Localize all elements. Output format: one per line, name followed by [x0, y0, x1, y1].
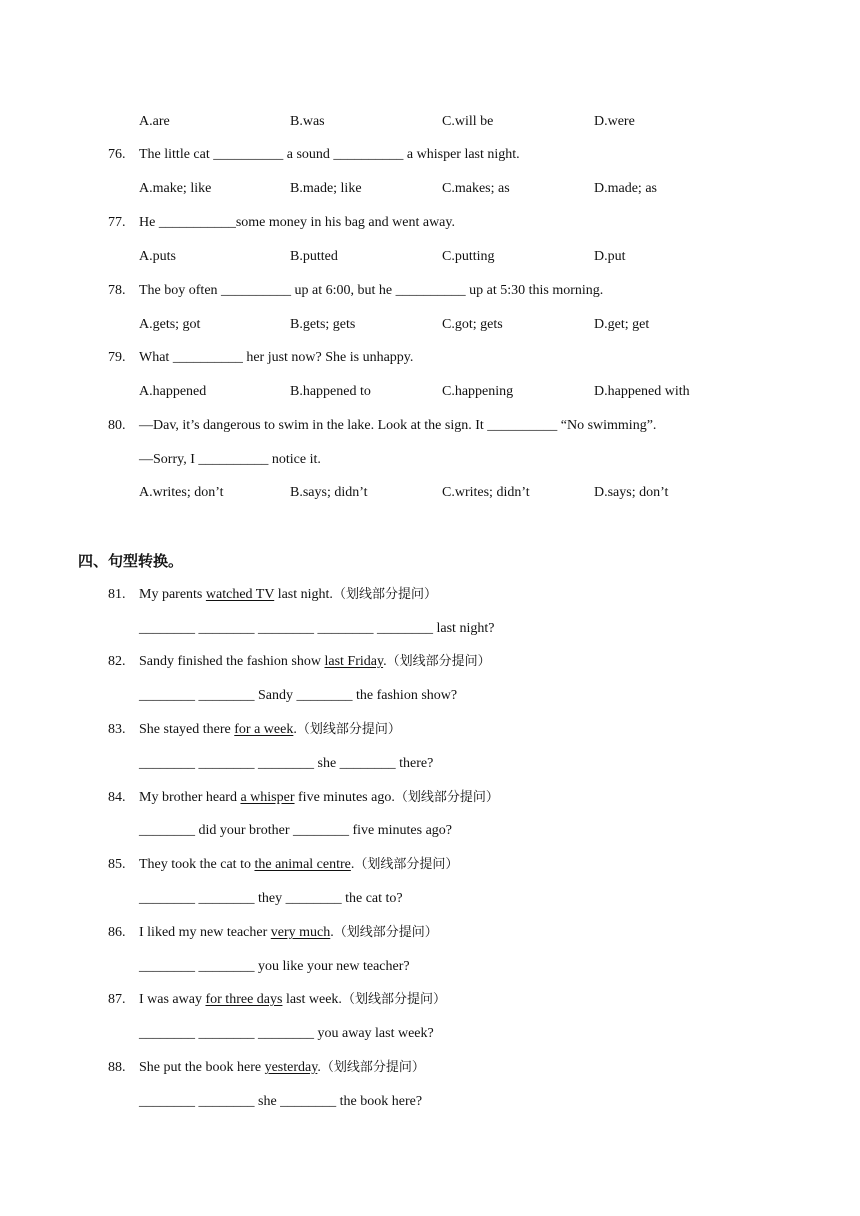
- q77-option-c[interactable]: C.putting: [442, 249, 495, 264]
- q88-stem: She put the book here yesterday.（划线部分提问）: [139, 1060, 425, 1075]
- section-title: 四、句型转换。: [78, 552, 184, 570]
- q82-answer-blanks[interactable]: ________ ________ Sandy ________ the fashion show?: [139, 688, 458, 703]
- q78-number: 78.: [108, 283, 126, 298]
- q81-hint: （划线部分提问）: [332, 587, 437, 602]
- q76-option-d[interactable]: D.made; as: [594, 181, 657, 196]
- q88-underlined: yesterday: [264, 1060, 318, 1075]
- q77-stem: He ___________some money in his bag and went away.: [139, 215, 455, 230]
- q76-option-b[interactable]: B.made; like: [290, 181, 362, 196]
- q79-number: 79.: [108, 350, 126, 365]
- q80-number: 80.: [108, 418, 126, 433]
- q80-option-d[interactable]: D.says; don’t: [594, 485, 669, 500]
- q84-underlined: a whisper: [240, 790, 295, 805]
- q79-option-c[interactable]: C.happening: [442, 384, 514, 399]
- q83-answer-blanks[interactable]: ________ ________ ________ she ________ there?: [139, 756, 434, 771]
- q87-number: 87.: [108, 992, 126, 1007]
- q75-option-d[interactable]: D.were: [594, 114, 635, 129]
- q80-stem-reply: —Sorry, I __________ notice it.: [139, 452, 321, 467]
- q76-number: 76.: [108, 147, 126, 162]
- q77-option-d[interactable]: D.put: [594, 249, 626, 264]
- q75-option-a[interactable]: A.are: [139, 114, 170, 129]
- q84-hint: （划线部分提问）: [394, 790, 499, 805]
- q80-stem: —Dav, it’s dangerous to swim in the lake. Look at the sign. It __________ “No swimming”.: [139, 418, 657, 433]
- q79-stem: What __________ her just now? She is unhappy.: [139, 350, 414, 365]
- q87-answer-blanks[interactable]: ________ ________ ________ you away last week?: [139, 1026, 434, 1041]
- q86-hint: （划线部分提问）: [333, 925, 438, 940]
- q82-underlined: last Friday: [324, 654, 384, 669]
- q86-underlined: very much: [270, 925, 331, 940]
- q83-underlined: for a week: [234, 722, 294, 737]
- q81-stem: My parents watched TV last night.（划线部分提问）: [139, 587, 437, 602]
- q86-answer-blanks[interactable]: ________ ________ you like your new teacher?: [139, 959, 410, 974]
- q88-answer-blanks[interactable]: ________ ________ she ________ the book here?: [139, 1094, 423, 1109]
- q75-option-b[interactable]: B.was: [290, 114, 325, 129]
- q78-option-b[interactable]: B.gets; gets: [290, 317, 356, 332]
- q82-number: 82.: [108, 654, 126, 669]
- q76-option-c[interactable]: C.makes; as: [442, 181, 510, 196]
- q83-hint: （划线部分提问）: [296, 722, 401, 737]
- q78-option-d[interactable]: D.get; get: [594, 317, 650, 332]
- q88-hint: （划线部分提问）: [320, 1060, 425, 1075]
- q82-hint: （划线部分提问）: [386, 654, 491, 669]
- q77-number: 77.: [108, 215, 126, 230]
- q83-stem: She stayed there for a week.（划线部分提问）: [139, 722, 401, 737]
- q84-answer-blanks[interactable]: ________ did your brother ________ five minutes ago?: [139, 823, 453, 838]
- q78-option-c[interactable]: C.got; gets: [442, 317, 503, 332]
- q85-stem: They took the cat to the animal centre.（划线部分提问）: [139, 857, 459, 872]
- q81-answer-blanks[interactable]: ________ ________ ________ ________ ________ last night?: [139, 621, 495, 636]
- q87-underlined: for three days: [205, 992, 283, 1007]
- q86-number: 86.: [108, 925, 126, 940]
- q84-stem: My brother heard a whisper five minutes ago.（划线部分提问）: [139, 790, 499, 805]
- q85-underlined: the animal centre: [254, 857, 351, 872]
- q77-option-b[interactable]: B.putted: [290, 249, 338, 264]
- q79-option-a[interactable]: A.happened: [139, 384, 207, 399]
- q75-option-c[interactable]: C.will be: [442, 114, 494, 129]
- q80-option-c[interactable]: C.writes; didn’t: [442, 485, 530, 500]
- q85-number: 85.: [108, 857, 126, 872]
- q76-option-a[interactable]: A.make; like: [139, 181, 212, 196]
- q84-number: 84.: [108, 790, 126, 805]
- q86-stem: I liked my new teacher very much.（划线部分提问）: [139, 925, 438, 940]
- q87-stem: I was away for three days last week.（划线部分提问）: [139, 992, 446, 1007]
- q81-underlined: watched TV: [205, 587, 275, 602]
- q76-stem: The little cat __________ a sound __________ a whisper last night.: [139, 147, 520, 162]
- q79-option-d[interactable]: D.happened with: [594, 384, 690, 399]
- q77-option-a[interactable]: A.puts: [139, 249, 176, 264]
- q79-option-b[interactable]: B.happened to: [290, 384, 371, 399]
- q80-option-b[interactable]: B.says; didn’t: [290, 485, 368, 500]
- q78-option-a[interactable]: A.gets; got: [139, 317, 201, 332]
- q80-option-a[interactable]: A.writes; don’t: [139, 485, 224, 500]
- q78-stem: The boy often __________ up at 6:00, but he __________ up at 5:30 this morning.: [139, 283, 604, 298]
- q83-number: 83.: [108, 722, 126, 737]
- q87-hint: （划线部分提问）: [341, 992, 446, 1007]
- q81-number: 81.: [108, 587, 126, 602]
- q85-hint: （划线部分提问）: [354, 857, 459, 872]
- q88-number: 88.: [108, 1060, 126, 1075]
- q82-stem: Sandy finished the fashion show last Friday.（划线部分提问）: [139, 654, 491, 669]
- q85-answer-blanks[interactable]: ________ ________ they ________ the cat to?: [139, 891, 403, 906]
